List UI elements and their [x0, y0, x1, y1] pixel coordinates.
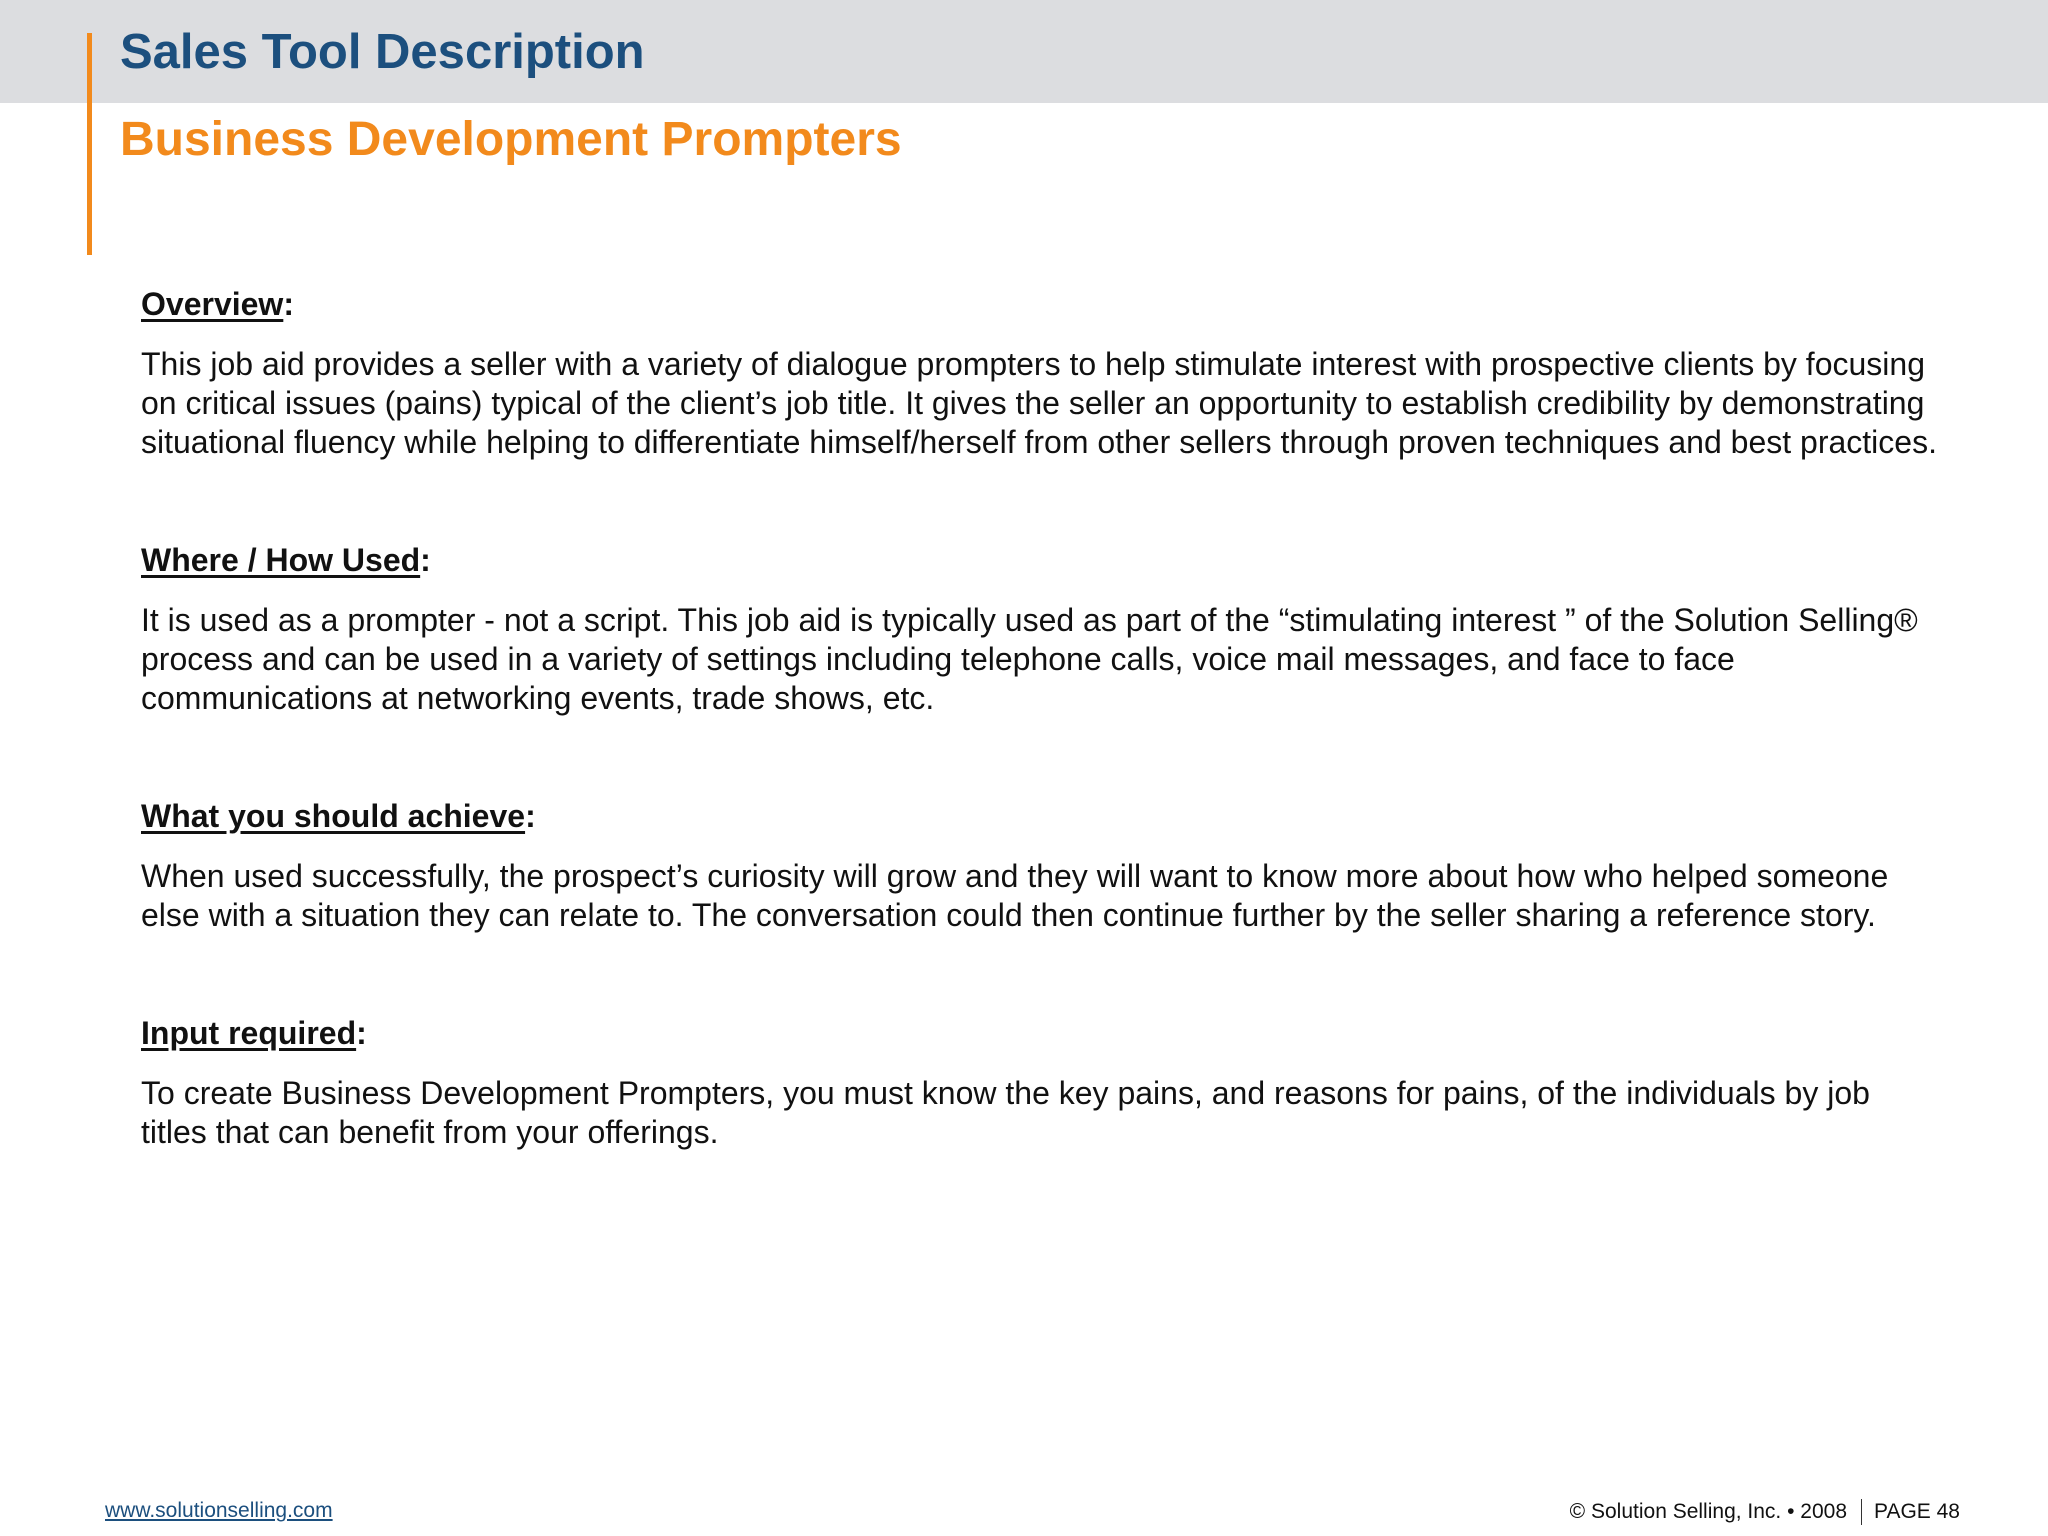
section-body: This job aid provides a seller with a variety of dialogue prompters to help stimulate interest with prospective clients by focusing on critical issues (pains) typical of the client’s job title. It gives the seller an opportunity to establish credibility by demonstrating situational fluency while helping to differentiate himself/herself from other sellers through proven techniques and best practices.: [141, 346, 1937, 460]
section-heading-text: Overview: [141, 286, 284, 322]
page-number: PAGE 48: [1874, 1500, 1960, 1523]
heading-colon: :: [356, 1015, 367, 1051]
section-where-how-used: [141, 536, 1941, 718]
footer-right: [1570, 1499, 1960, 1525]
section-overview: [141, 280, 1941, 462]
section-heading-text: Where / How Used: [141, 542, 421, 578]
website-link[interactable]: www.solutionselling.com: [105, 1499, 333, 1522]
section-heading-text: Input required: [141, 1015, 357, 1051]
page-subtitle: Business Development Prompters: [120, 113, 902, 166]
section-body: To create Business Development Prompters, you must know the key pains, and reasons for pains, of the individuals by job titles that can benefit from your offerings.: [141, 1075, 1870, 1150]
section-heading: [141, 1009, 1941, 1057]
section-heading: [141, 536, 1941, 584]
content-area: [141, 280, 1941, 1152]
section-heading: [141, 792, 1941, 840]
copyright-text: © Solution Selling, Inc. • 2008: [1569, 1500, 1847, 1523]
footer-divider: [1861, 1499, 1862, 1525]
accent-bar: [87, 33, 92, 255]
section-body: It is used as a prompter - not a script. This job aid is typically used as part of the “stimulating interest ” of the Solution Selling® process and can be used in a variety of settings including telephone calls, voice mail messages, and face to face communications at networking events, trade shows, etc.: [141, 602, 1918, 716]
section-heading-text: What you should achieve: [141, 798, 526, 834]
page-title: Sales Tool Description: [120, 25, 645, 79]
heading-colon: :: [420, 542, 431, 578]
section-input-required: [141, 1009, 1941, 1152]
heading-colon: :: [525, 798, 536, 834]
section-body: When used successfully, the prospect’s curiosity will grow and they will want to know more about how who helped someone else with a situation they can relate to. The conversation could then continue further by the seller sharing a reference story.: [141, 858, 1889, 933]
section-what-you-should-achieve: [141, 792, 1941, 935]
section-heading: [141, 280, 1941, 328]
heading-colon: :: [283, 286, 294, 322]
